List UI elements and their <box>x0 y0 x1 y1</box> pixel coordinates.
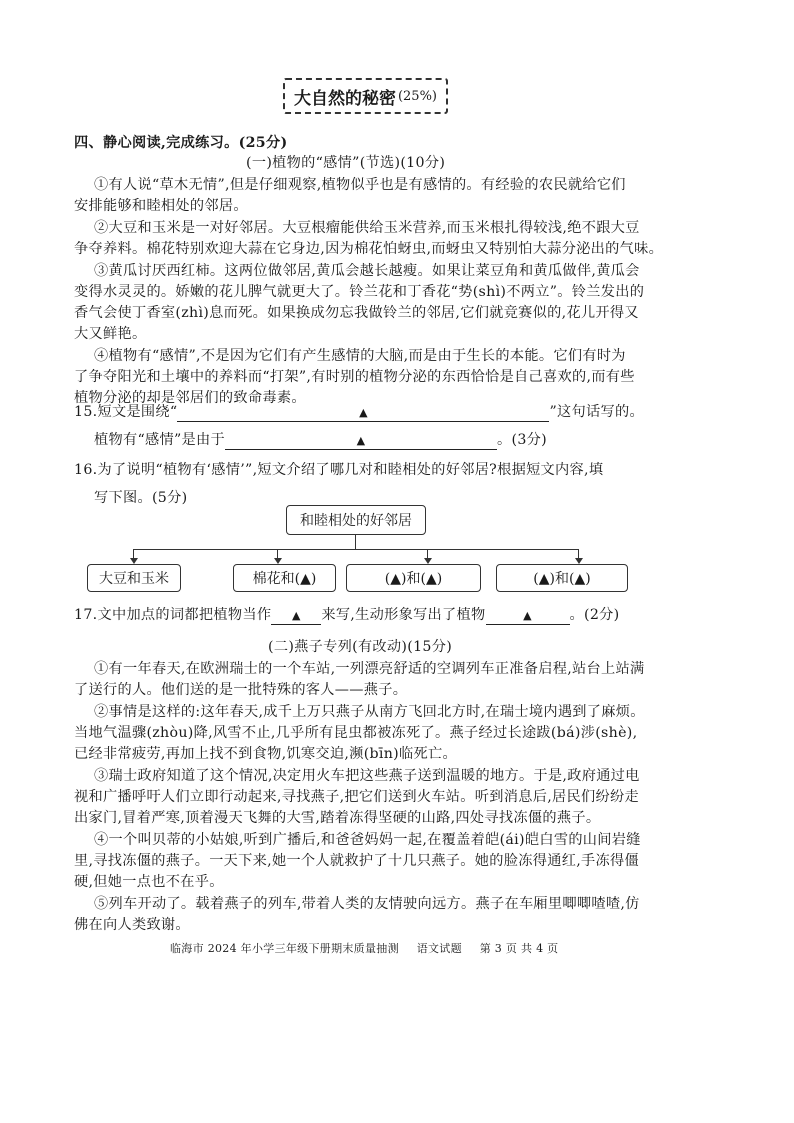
diagram-root-box: 和睦相处的好邻居 <box>286 505 426 535</box>
p5-line1: ①有一年春天,在欧洲瑞士的一个车站,一列漂亮舒适的空调列车正准备启程,站台上站满 <box>94 661 645 677</box>
question-15-line1 <box>74 402 644 422</box>
page-footer <box>170 940 572 956</box>
p3-line1: ③黄瓜讨厌西红柿。这两位做邻居,黄瓜会越长越瘦。如果让菜豆角和黄瓜做伴,黄瓜会 <box>94 263 640 279</box>
blank-marker: ▲ <box>291 609 301 622</box>
p2-line1: ②大豆和玉米是一对好邻居。大豆根瘤能供给玉米营养,而玉米根扎得较浅,绝不跟大豆 <box>94 220 640 236</box>
p7-line1: ③瑞士政府知道了这个情况,决定用火车把这些燕子送到温暖的地方。于是,政府通过电 <box>94 768 640 784</box>
q17-suffix: 。(2分) <box>569 607 620 623</box>
q15-line2-suffix: 。(3分) <box>497 432 547 448</box>
unit-weight: (25%) <box>397 88 438 104</box>
diagram-child-3[interactable]: (▲)和(▲) <box>346 564 481 592</box>
diagram-stem <box>355 535 356 549</box>
p4-line1: ④植物有“感情”,不是因为它们有产生感情的大脑,而是由于生长的本能。它们有时为 <box>94 348 626 364</box>
q15-answer-blank-2[interactable] <box>225 431 497 450</box>
question-16-line2: 写下图。(5分) <box>94 490 188 506</box>
p1-line1: ①有人说“草木无情”,但是仔细观察,植物似乎也是有感情的。有经验的农民就给它们 <box>94 177 626 193</box>
section-heading: 四、静心阅读,完成练习。(25分) <box>74 135 288 151</box>
blank-marker: ▲ <box>523 609 532 622</box>
diagram-branch-line <box>133 549 579 550</box>
p1-line2: 安排能够和睦相处的邻居。 <box>74 198 248 214</box>
part1-heading: (一)植物的“感情”(节选)(10分) <box>246 155 446 171</box>
p8-line3: 硬,但她一点也不在乎。 <box>74 874 224 890</box>
q17-middle: 来写,生动形象写出了植物 <box>321 607 486 623</box>
question-16-line1: 16.为了说明“植物有‘感情’”,短文介绍了哪几对和睦相处的好邻居?根据短文内容,填 <box>74 462 604 478</box>
blank-marker: ▲ <box>359 406 368 419</box>
unit-title: 大自然的秘密 <box>293 88 396 109</box>
footer-page-number: 第 3 页 共 4 页 <box>479 942 559 955</box>
p6-line1: ②事情是这样的:这年春天,成千上万只燕子从南方飞回北方时,在瑞士境内遇到了麻烦。 <box>94 704 645 720</box>
p3-line4: 大又鲜艳。 <box>74 326 147 342</box>
neighbors-diagram <box>87 505 627 595</box>
q17-prefix: 17.文中加点的词都把植物当作 <box>74 607 272 623</box>
p2-line2: 争夺养料。棉花特别欢迎大蒜在它身边,因为棉花怕蚜虫,而蚜虫又特别怕大蒜分泌出的气味。 <box>74 241 664 257</box>
q17-answer-blank-1[interactable] <box>271 606 321 625</box>
p3-line2: 变得水灵灵的。娇嫩的花儿脾气就更大了。铃兰花和丁香花“势(shì)不两立”。铃兰发出的 <box>74 284 645 300</box>
p8-line1: ④一个叫贝蒂的小姑娘,听到广播后,和爸爸妈妈一起,在覆盖着皑(ái)皑白雪的山间岩缝 <box>94 832 641 848</box>
diagram-child-4[interactable]: (▲)和(▲) <box>496 564 628 592</box>
q15-suffix: ”这句话写的。 <box>549 404 644 420</box>
question-17 <box>74 605 620 625</box>
p7-line3: 出家门,冒着严寒,顶着漫天飞舞的大雪,踏着冻得坚硬的山路,四处寻找冻僵的燕子。 <box>74 810 601 826</box>
q17-answer-blank-2[interactable] <box>486 606 570 625</box>
question-15-line2 <box>94 430 547 450</box>
p6-line3: 已经非常疲劳,再加上找不到食物,饥寒交迫,濒(bīn)临死亡。 <box>74 746 457 762</box>
q15-prefix: 15.短文是围绕“ <box>74 404 178 420</box>
p6-line2: 当地气温骤(zhòu)降,风雪不止,几乎所有昆虫都被冻死了。燕子经过长途跋(bá)涉(shè), <box>74 725 638 741</box>
part2-heading: (二)燕子专列(有改动)(15分) <box>268 639 453 655</box>
p4-line2: 了争夺阳光和土壤中的养料而“打架”,有时别的植物分泌的东西恰恰是自己喜欢的,而有些 <box>74 369 635 385</box>
p5-line2: 了送行的人。他们送的是一批特殊的客人——燕子。 <box>74 682 408 698</box>
p9-line2: 佛在向人类致谢。 <box>74 917 190 933</box>
diagram-child-1: 大豆和玉米 <box>87 564 181 592</box>
p4-line3: 植物分泌的却是邻居们的致命毒素。 <box>74 390 306 406</box>
unit-title-box <box>283 78 448 114</box>
q15-line2-prefix: 植物有“感情”是由于 <box>94 432 226 448</box>
footer-subject: 语文试题 <box>416 942 462 955</box>
blank-marker: ▲ <box>356 434 366 447</box>
p9-line1: ⑤列车开动了。载着燕子的列车,带着人类的友情驶向远方。燕子在车厢里唧唧喳喳,仿 <box>94 896 640 912</box>
p7-line2: 视和广播呼吁人们立即行动起来,寻找燕子,把它们送到火车站。听到消息后,居民们纷纷走 <box>74 789 639 805</box>
q15-answer-blank-1[interactable] <box>177 403 549 422</box>
p8-line2: 里,寻找冻僵的燕子。一天下来,她一个人就救护了十几只燕子。她的脸冻得通红,手冻得僵 <box>74 853 639 869</box>
diagram-child-2[interactable]: 棉花和(▲) <box>233 564 336 592</box>
p3-line3: 香气会使丁香室(zhì)息而死。如果换成勿忘我做铃兰的邻居,它们就竞赛似的,花儿开得又 <box>74 305 639 321</box>
footer-exam-name: 临海市 2024 年小学三年级下册期末质量抽测 <box>170 942 399 955</box>
